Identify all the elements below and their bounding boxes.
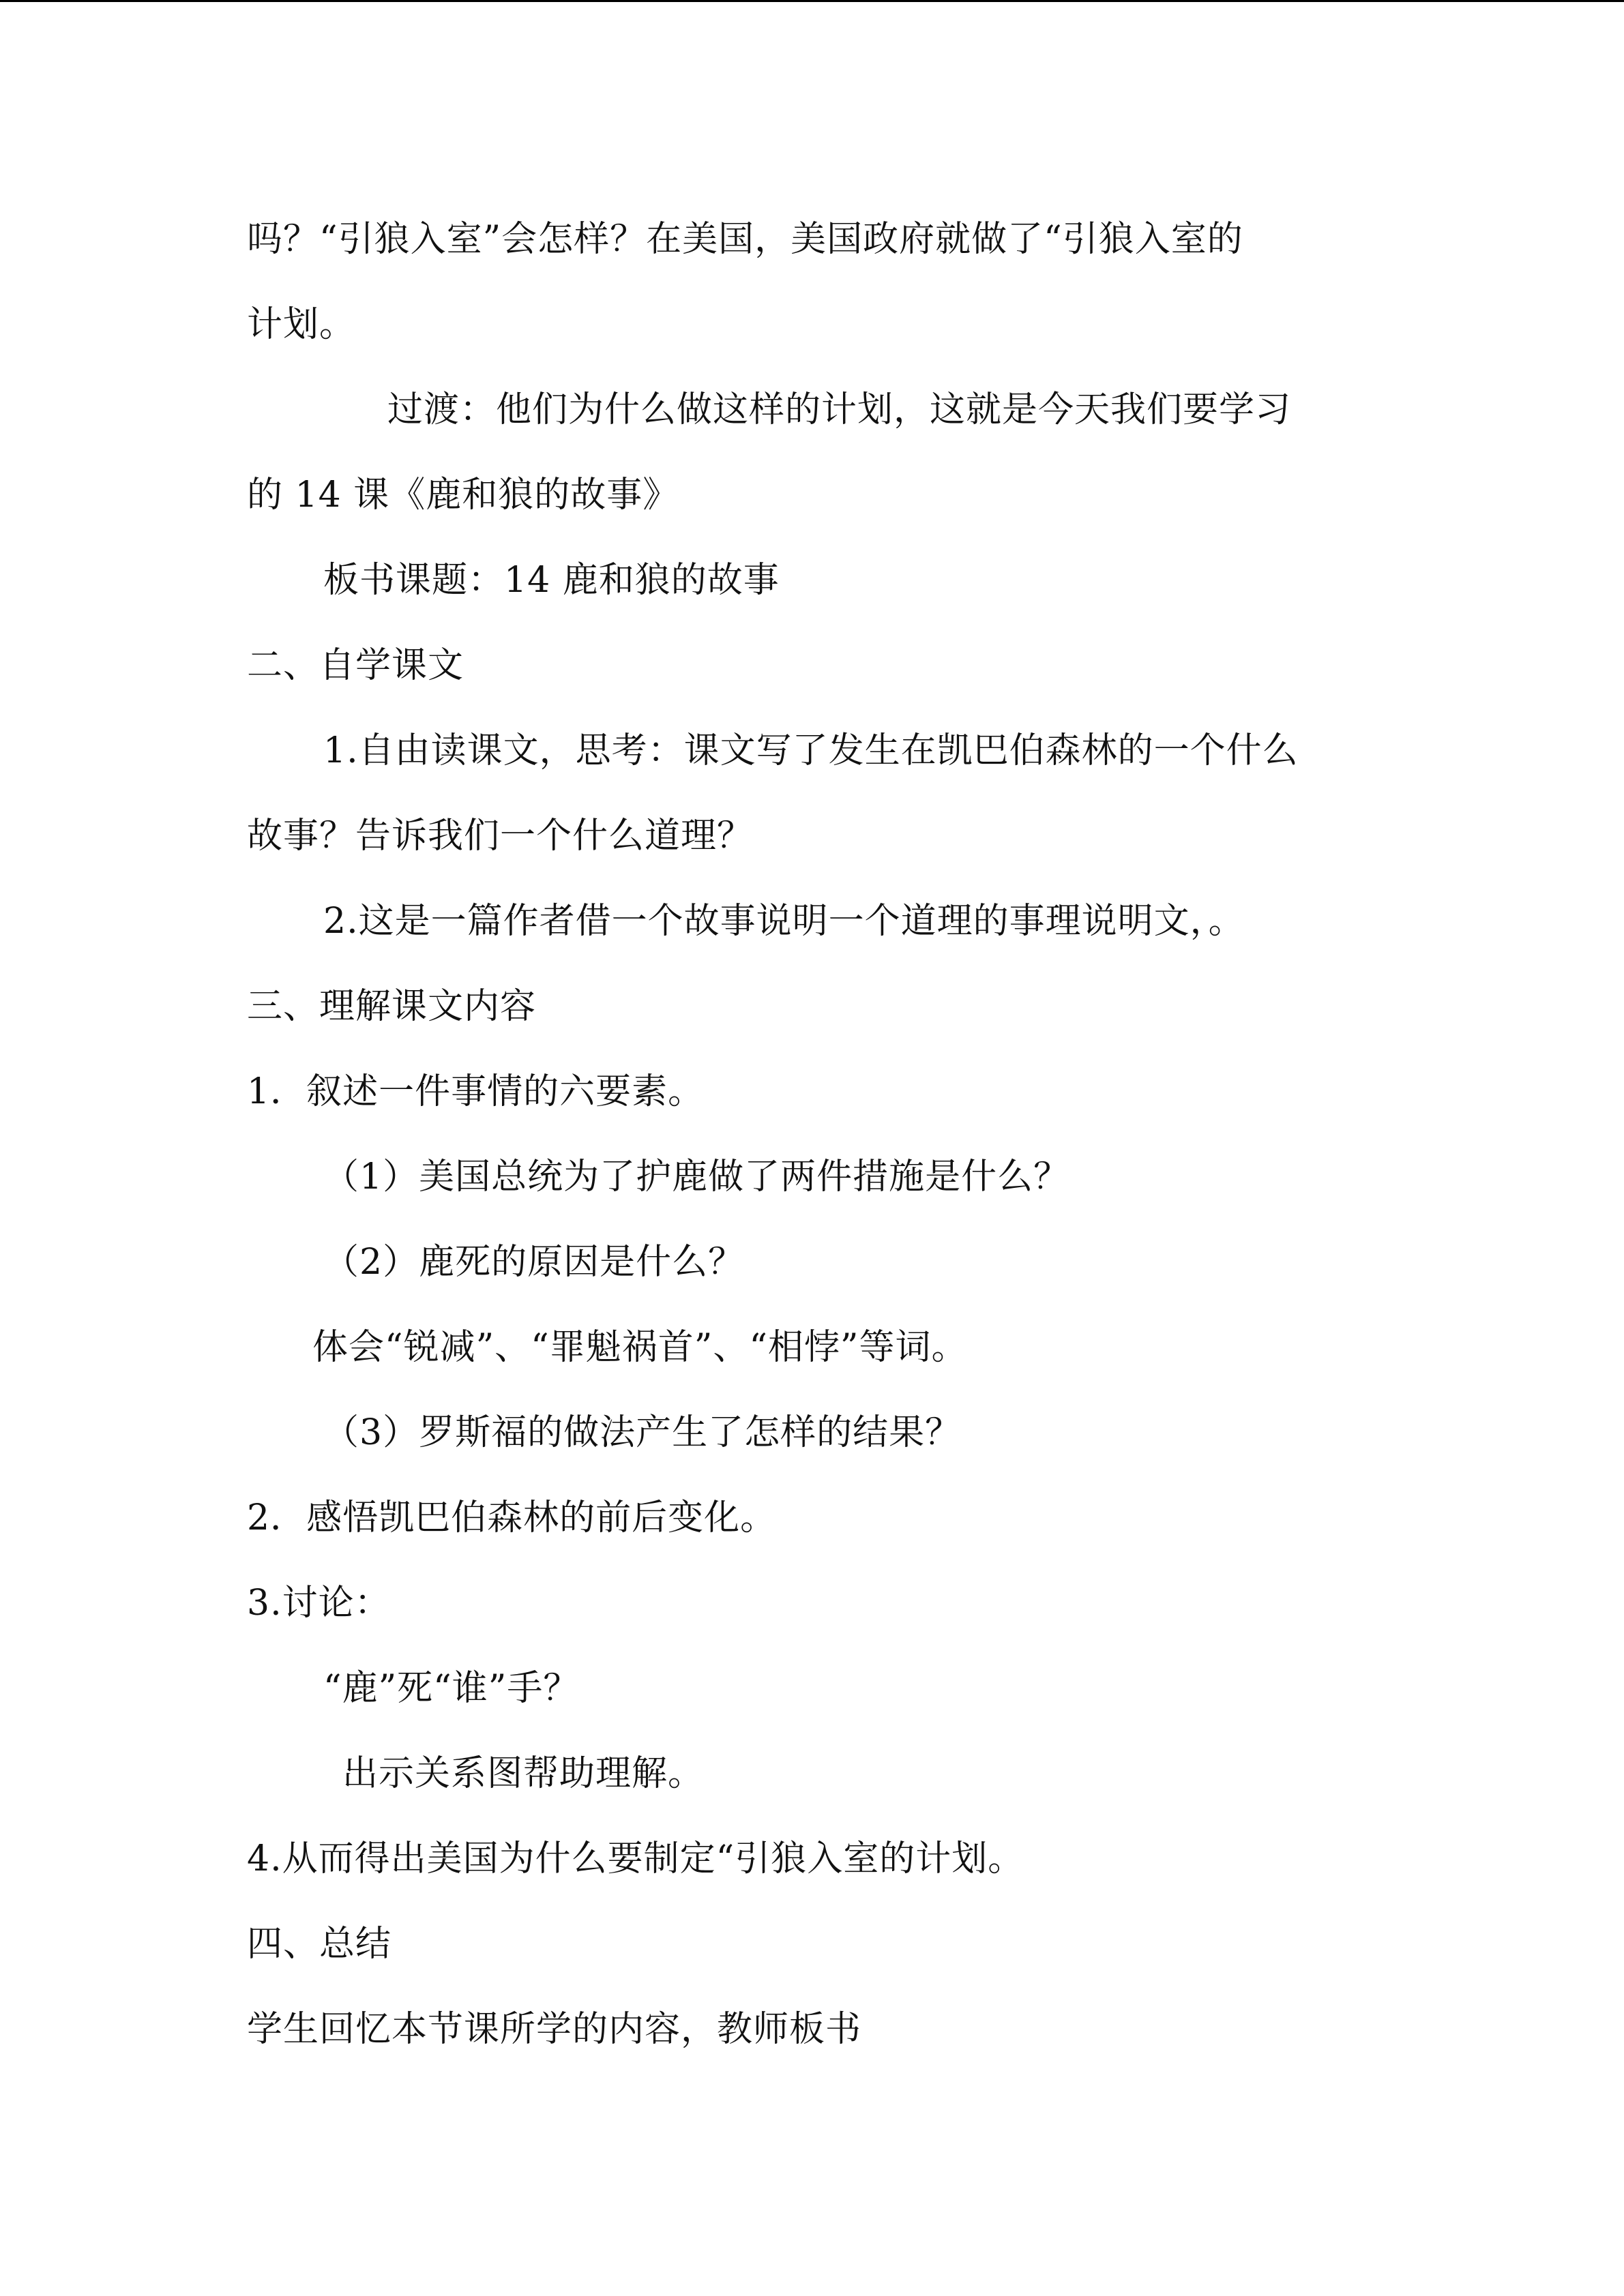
paragraph-line: 吗？“引狼入室”会怎样？在美国，美国政府就做了“引狼入室的 bbox=[247, 219, 1243, 260]
discussion-question: “鹿”死“谁”手？ bbox=[323, 1668, 580, 1709]
section-heading-4: 四、总结 bbox=[247, 1924, 392, 1965]
paragraph-line: 的 14 课《鹿和狼的故事》 bbox=[247, 475, 679, 516]
paragraph-line: 出示关系图帮助理解。 bbox=[342, 1753, 705, 1794]
numbered-item-2: 2．感悟凯巴伯森林的前后变化。 bbox=[247, 1497, 777, 1538]
section-heading-2: 二、自学课文 bbox=[247, 645, 464, 686]
paragraph-line: 故事？告诉我们一个什么道理？ bbox=[247, 816, 754, 856]
list-item-2: 2.这是一篇作者借一个故事说明一个道理的事理说明文，。 bbox=[323, 901, 1245, 942]
page-top-border bbox=[0, 0, 1624, 2]
numbered-item-4: 4.从而得出美国为什么要制定“引狼入室的计划。 bbox=[247, 1838, 1024, 1879]
transition-line: 过渡：他们为什么做这样的计划，这就是今天我们要学习 bbox=[387, 389, 1292, 430]
sub-item-1: （1）美国总统为了护鹿做了两件措施是什么？ bbox=[323, 1157, 1070, 1197]
sub-item-2: （2）鹿死的原因是什么？ bbox=[323, 1242, 745, 1283]
list-item-1: 1.自由读课文，思考：课文写了发生在凯巴伯森林的一个什么 bbox=[323, 730, 1299, 771]
numbered-item-1: 1．叙述一件事情的六要素。 bbox=[247, 1071, 705, 1112]
paragraph-line: 计划。 bbox=[247, 304, 356, 345]
paragraph-line: 学生回忆本节课所学的内容，教师板书 bbox=[247, 2009, 862, 2050]
board-title-line: 板书课题：14 鹿和狼的故事 bbox=[323, 560, 780, 601]
sub-item-3: （3）罗斯福的做法产生了怎样的结果？ bbox=[323, 1412, 962, 1453]
paragraph-line: 体会“锐减”、“罪魁祸首”、“相悖”等词。 bbox=[312, 1327, 968, 1368]
section-heading-3: 三、理解课文内容 bbox=[247, 986, 537, 1027]
numbered-item-3: 3.讨论： bbox=[247, 1583, 391, 1624]
